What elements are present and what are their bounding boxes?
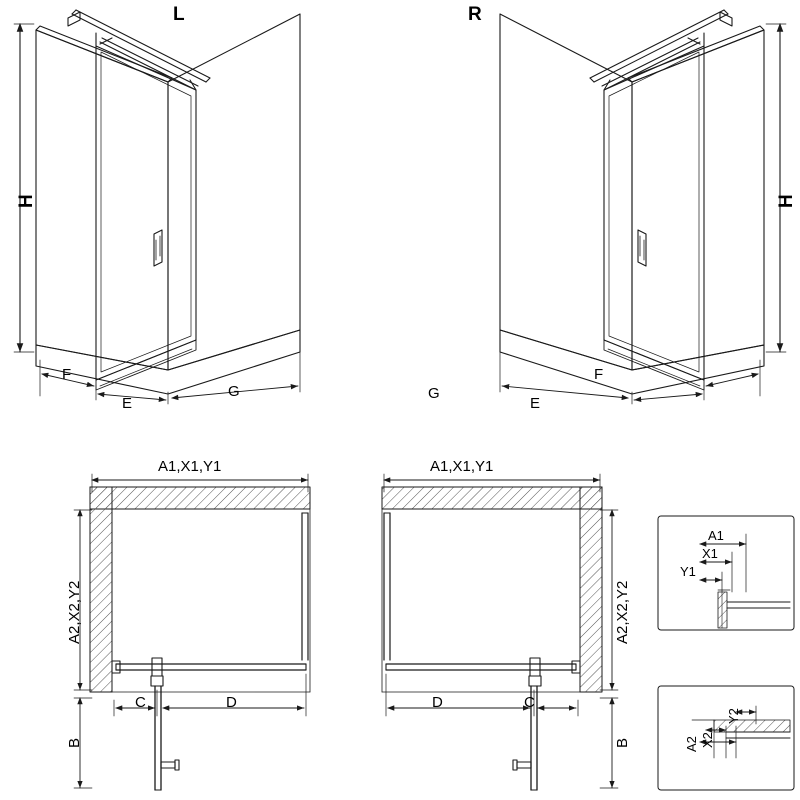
detail-top-label-a1: A1 [708,528,724,543]
iso-right-label-e: E [530,395,541,412]
iso-left-height-label: H [16,194,37,208]
detail-top-label-y1: Y1 [680,564,696,579]
detail-bottom-label-y2: Y2 [726,708,741,724]
plan-right-side-dimension: A2,X2,Y2 [614,580,631,644]
iso-right-label-f: F [594,366,604,383]
plan-right-label-c: C [524,694,535,711]
plan-right-top-dimension: A1,X1,Y1 [430,458,494,475]
plan-left-label-d: D [226,694,237,711]
plan-left-swing-dimension: B [66,737,83,748]
detail-top-label-x1: X1 [702,546,718,561]
iso-left-handing-label: L [173,4,185,25]
detail-bottom-label-x2: X2 [700,732,715,748]
detail-bottom-label-a2: A2 [684,736,699,752]
plan-left-label-c: C [135,694,146,711]
iso-left-label-e: E [122,395,133,412]
iso-left-label-g: G [228,383,240,400]
iso-left-label-f: F [62,366,72,383]
plan-left-top-dimension: A1,X1,Y1 [158,458,222,475]
plan-right-label-d: D [432,694,443,711]
iso-right-label-g: G [428,385,440,402]
iso-right-height-label: H [776,194,797,208]
plan-right-swing-dimension: B [614,737,631,748]
iso-right-handing-label: R [468,4,482,25]
plan-left-side-dimension: A2,X2,Y2 [66,580,83,644]
